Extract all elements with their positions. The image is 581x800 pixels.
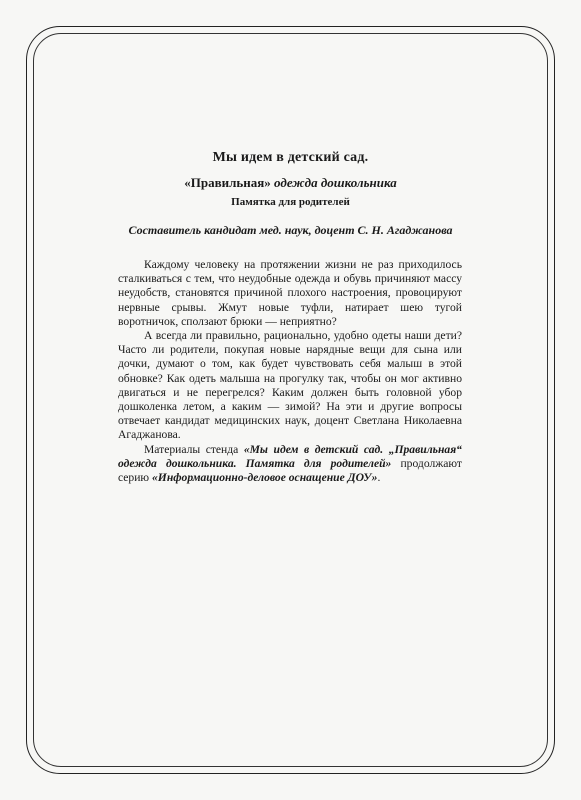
body-text [118, 258, 462, 485]
paragraph-3-part2: продолжают серию [118, 456, 462, 485]
document-subtitle [0, 175, 581, 191]
document-title: Мы идем в детский сад. [212, 150, 369, 165]
paragraph-3-part3: . [377, 471, 381, 485]
paragraph-3-series-title: «Информационно-деловое оснащение ДОУ» [152, 471, 378, 485]
paragraph-1: Каждому человеку на протяжении жизни не раз приходилось сталкиваться с тем, что неудобные одежда и обувь причиняют массу неудобств, становятся причиной плохого настроения, провоцируют нервные срывы. Жмут новые туфли, натирает шею тугой воротничок, сползают брюки — неприятно? [118, 258, 462, 328]
subtitle-quoted: «Правильная» [184, 175, 271, 190]
paragraph-2: А всегда ли правильно, рационально, удобно одеты наши дети? Часто ли родители, покупая новые нарядные вещи для сына или дочки, думают о том, как будет чувствовать себя малыш в этой обновке? Как одеть малыша на прогулку так, чтобы он мог активно двигаться и не перегрелся? Каким должен быть головной убор дошколенка летом, а каким — зимой? На эти и другие вопросы отвечает кандидат медицинских наук, доцент Светлана Николаевна Агаджанова. [118, 329, 462, 442]
paragraph-3-part1: Материалы стенда [144, 442, 244, 456]
memo-label: Памятка для родителей [231, 196, 350, 208]
paragraph-3-stand-title: «Мы идем в детский сад. „Правильная“ одежда дошкольника. Памятка для родителей» [118, 442, 462, 470]
paragraph-3 [118, 443, 462, 486]
author-line: Составитель кандидат мед. наук, доцент С. Н. Агаджанова [128, 223, 453, 237]
subtitle-rest: одежда дошкольника [270, 175, 397, 190]
